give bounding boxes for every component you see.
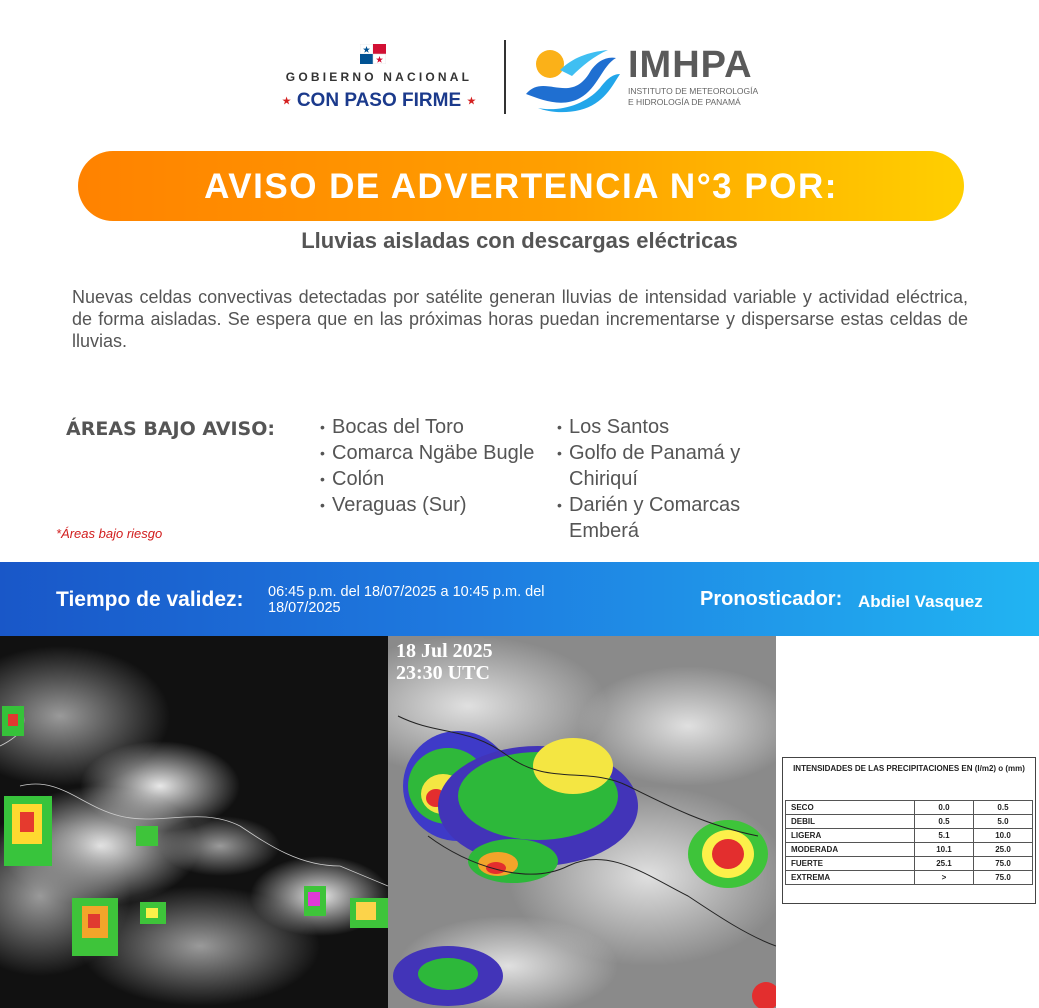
- areas-column-2: [557, 414, 797, 544]
- table-cell: 75.0: [973, 871, 1032, 885]
- validity-value: 06:45 p.m. del 18/07/2025 a 10:45 p.m. del 18/07/2025: [268, 584, 545, 616]
- areas-column-1: [320, 414, 550, 518]
- table-cell: 0.0: [914, 801, 973, 815]
- imhpa-subtitle-line2: E HIDROLOGÍA DE PANAMÁ: [628, 97, 741, 107]
- intensity-table-grid: [785, 800, 1033, 885]
- satellite-time-stamp: 23:30 UTC: [396, 662, 490, 684]
- area-item: • Darién y Comarcas Emberá: [557, 492, 797, 544]
- satellite-visible-graphic: [0, 636, 388, 1008]
- table-cell: 25.1: [914, 857, 973, 871]
- gov-line1: GOBIERNO NACIONAL: [285, 70, 473, 84]
- star-icon: ★: [281, 95, 292, 108]
- table-cell: MODERADA: [786, 843, 915, 857]
- table-cell: 25.0: [973, 843, 1032, 857]
- table-cell: 10.0: [973, 829, 1032, 843]
- table-cell: 0.5: [973, 801, 1032, 815]
- area-item: • Golfo de Panamá y Chiriquí: [557, 440, 797, 492]
- panama-flag-icon: [360, 44, 386, 64]
- table-cell: FUERTE: [786, 857, 915, 871]
- table-cell: 75.0: [973, 857, 1032, 871]
- table-cell: DEBIL: [786, 815, 915, 829]
- table-cell: EXTREMA: [786, 871, 915, 885]
- validity-bar: [0, 562, 1039, 636]
- satellite-infrared-graphic: [388, 636, 776, 1008]
- page-title: AVISO DE ADVERTENCIA N°3 POR:: [204, 167, 838, 206]
- satellite-date-stamp: 18 Jul 2025: [396, 640, 493, 662]
- imhpa-name: IMHPA: [628, 44, 753, 86]
- satellite-visible-image: [0, 636, 388, 1008]
- table-row: [786, 815, 1033, 829]
- table-cell: SECO: [786, 801, 915, 815]
- risk-note: *Áreas bajo riesgo: [56, 526, 163, 541]
- area-item: • Bocas del Toro: [320, 414, 550, 440]
- table-cell: 0.5: [914, 815, 973, 829]
- header-divider: [504, 40, 506, 114]
- description-text: Nuevas celdas convectivas detectadas por satélite generan lluvias de intensidad variable y actividad eléctrica, de forma aisladas. Se espera que en las próximas horas puedan incrementarse y dispersarse estas celdas de lluvias.: [72, 287, 968, 351]
- imhpa-subtitle-line1: INSTITUTO DE METEOROLOGÍA: [628, 86, 759, 96]
- area-item: • Veraguas (Sur): [320, 492, 550, 518]
- star-icon: ★: [466, 95, 477, 108]
- table-cell: LIGERA: [786, 829, 915, 843]
- area-item: • Colón: [320, 466, 550, 492]
- area-item: • Comarca Ngäbe Bugle: [320, 440, 550, 466]
- table-cell: 5.0: [973, 815, 1032, 829]
- intensity-table: [782, 757, 1036, 904]
- satellite-infrared-image: [388, 636, 776, 1008]
- gov-slogan: [268, 90, 490, 112]
- forecaster-label: Pronosticador:: [700, 588, 843, 610]
- imhpa-wave-icon: [524, 42, 624, 114]
- gov-line2: CON PASO FIRME: [296, 90, 462, 111]
- table-row: [786, 801, 1033, 815]
- table-cell: 5.1: [914, 829, 973, 843]
- table-row: [786, 871, 1033, 885]
- table-row: [786, 857, 1033, 871]
- page-subtitle: Lluvias aisladas con descargas eléctricas: [301, 228, 738, 253]
- table-cell: 10.1: [914, 843, 973, 857]
- table-row: [786, 843, 1033, 857]
- validity-label: Tiempo de validez:: [56, 588, 244, 611]
- government-logo: [268, 44, 490, 114]
- areas-label: ÁREAS BAJO AVISO:: [66, 418, 275, 440]
- area-item: • Los Santos: [557, 414, 797, 440]
- forecaster-name: Abdiel Vasquez: [858, 592, 983, 611]
- table-row: [786, 829, 1033, 843]
- title-banner: [78, 151, 964, 221]
- table-cell: >: [914, 871, 973, 885]
- intensity-table-title: INTENSIDADES DE LAS PRECIPITACIONES EN (l/m2) o (mm): [793, 764, 1025, 773]
